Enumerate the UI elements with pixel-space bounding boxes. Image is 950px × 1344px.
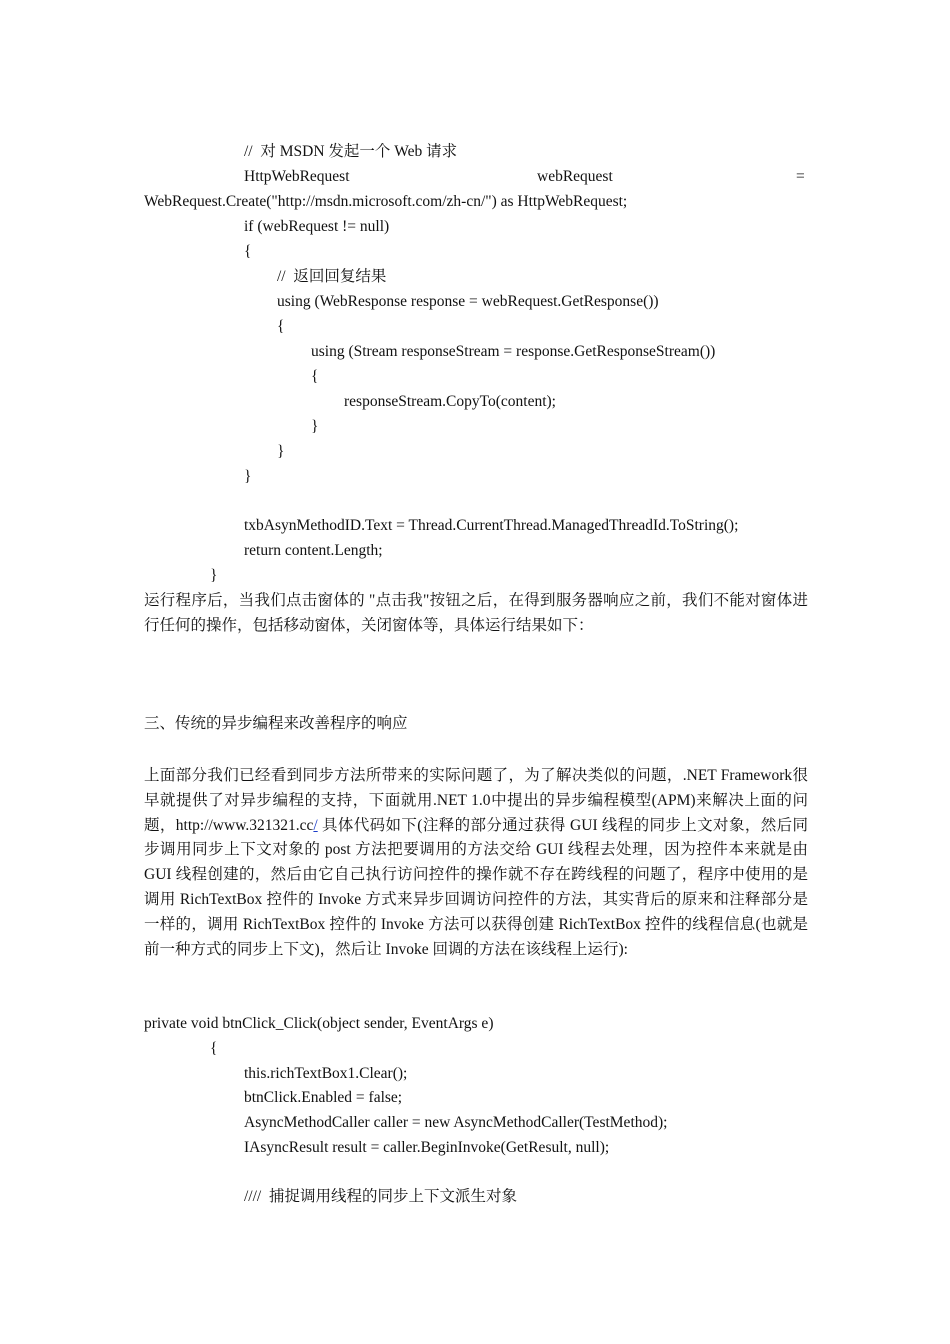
code-copy-line: responseStream.CopyTo(content); xyxy=(344,393,556,410)
code-using-response: using (WebResponse response = webRequest.GetResponse()) xyxy=(277,293,659,310)
paragraph-async xyxy=(144,764,808,962)
code-brace-open-1: { xyxy=(244,243,252,260)
code-comment-reply: // 返回回复结果 xyxy=(277,268,387,285)
code-clear-line: this.richTextBox1.Clear(); xyxy=(244,1065,408,1082)
section-heading: 三、传统的异步编程来改善程序的响应 xyxy=(144,715,408,732)
code-brace-open-3: { xyxy=(311,368,319,385)
code-if-line: if (webRequest != null) xyxy=(244,218,390,235)
code-decl-eq: = xyxy=(796,168,805,185)
code-decl-var: webRequest xyxy=(537,168,613,185)
code-return-line: return content.Length; xyxy=(244,542,383,559)
code-decl-create: WebRequest.Create("http://msdn.microsoft.com/zh-cn/") as HttpWebRequest; xyxy=(144,193,628,210)
inline-link[interactable]: / xyxy=(313,816,318,834)
code-comment-capture: //// 捕捉调用线程的同步上下文派生对象 xyxy=(244,1188,517,1205)
code-using-stream: using (Stream responseStream = response.GetResponseStream()) xyxy=(311,343,716,360)
code-enabled-line: btnClick.Enabled = false; xyxy=(244,1089,403,1106)
code-signature: private void btnClick_Click(object sender, EventArgs e) xyxy=(144,1015,494,1032)
paragraph-run-result-text: 运行程序后，当我们点击窗体的 "点击我"按钮之后，在得到服务器响应之前，我们不能对窗体进行任何的操作，包括移动窗体，关闭窗体等，具体运行结果如下： xyxy=(144,592,808,634)
code-brace-close-2: } xyxy=(277,443,285,460)
paragraph-async-after-link: 具体代码如下(注释的部分通过获得 GUI 线程的同步上文对象，然后同步调用同步上下文对象的 post 方法把要调用的方法交给 GUI 线程去处理，因为控件本来就是由 GUI 线程创建的，然后由它自己执行访问控件的操作就不存在跨线程的问题了，程序中使用的是调用 RichTextBox 控件的 Invoke 方式来异步回调访问控件的方法，其实背后的原来和注释部分是一样的，调用 RichTextBox 控件的 Invoke 方法可以获得创建 RichTextBox 控件的线程信息(也就是前一种方式的同步上下文)，然后让 Invoke 回调的方法在该线程上运行): xyxy=(144,816,808,958)
code-brace-close-3: } xyxy=(311,418,319,435)
code-brace-open-2: { xyxy=(277,318,285,335)
paragraph-async-before-link: 上面部分我们已经看到同步方法所带来的实际问题了，为了解决类似的问题，.NET Framework很早就提供了对异步编程的支持，下面就用.NET 1.0中提出的异步编程模型(APM)来解决上面的问题，http://www.321321.cc xyxy=(144,767,808,834)
paragraph-async-text xyxy=(144,764,808,962)
code-result-line: IAsyncResult result = caller.BeginInvoke(GetResult, null); xyxy=(244,1139,610,1156)
code-txb-line: txbAsynMethodID.Text = Thread.CurrentThread.ManagedThreadId.ToString(); xyxy=(244,517,739,534)
code-brace-close-1: } xyxy=(244,468,252,485)
code-comment-msdn: // 对 MSDN 发起一个 Web 请求 xyxy=(244,143,458,160)
code-caller-line: AsyncMethodCaller caller = new AsyncMethodCaller(TestMethod); xyxy=(244,1114,668,1131)
paragraph-run-result xyxy=(144,589,808,639)
code-brace-open: { xyxy=(210,1040,218,1057)
code-decl-type: HttpWebRequest xyxy=(244,168,350,185)
code-method-close: } xyxy=(210,567,218,584)
